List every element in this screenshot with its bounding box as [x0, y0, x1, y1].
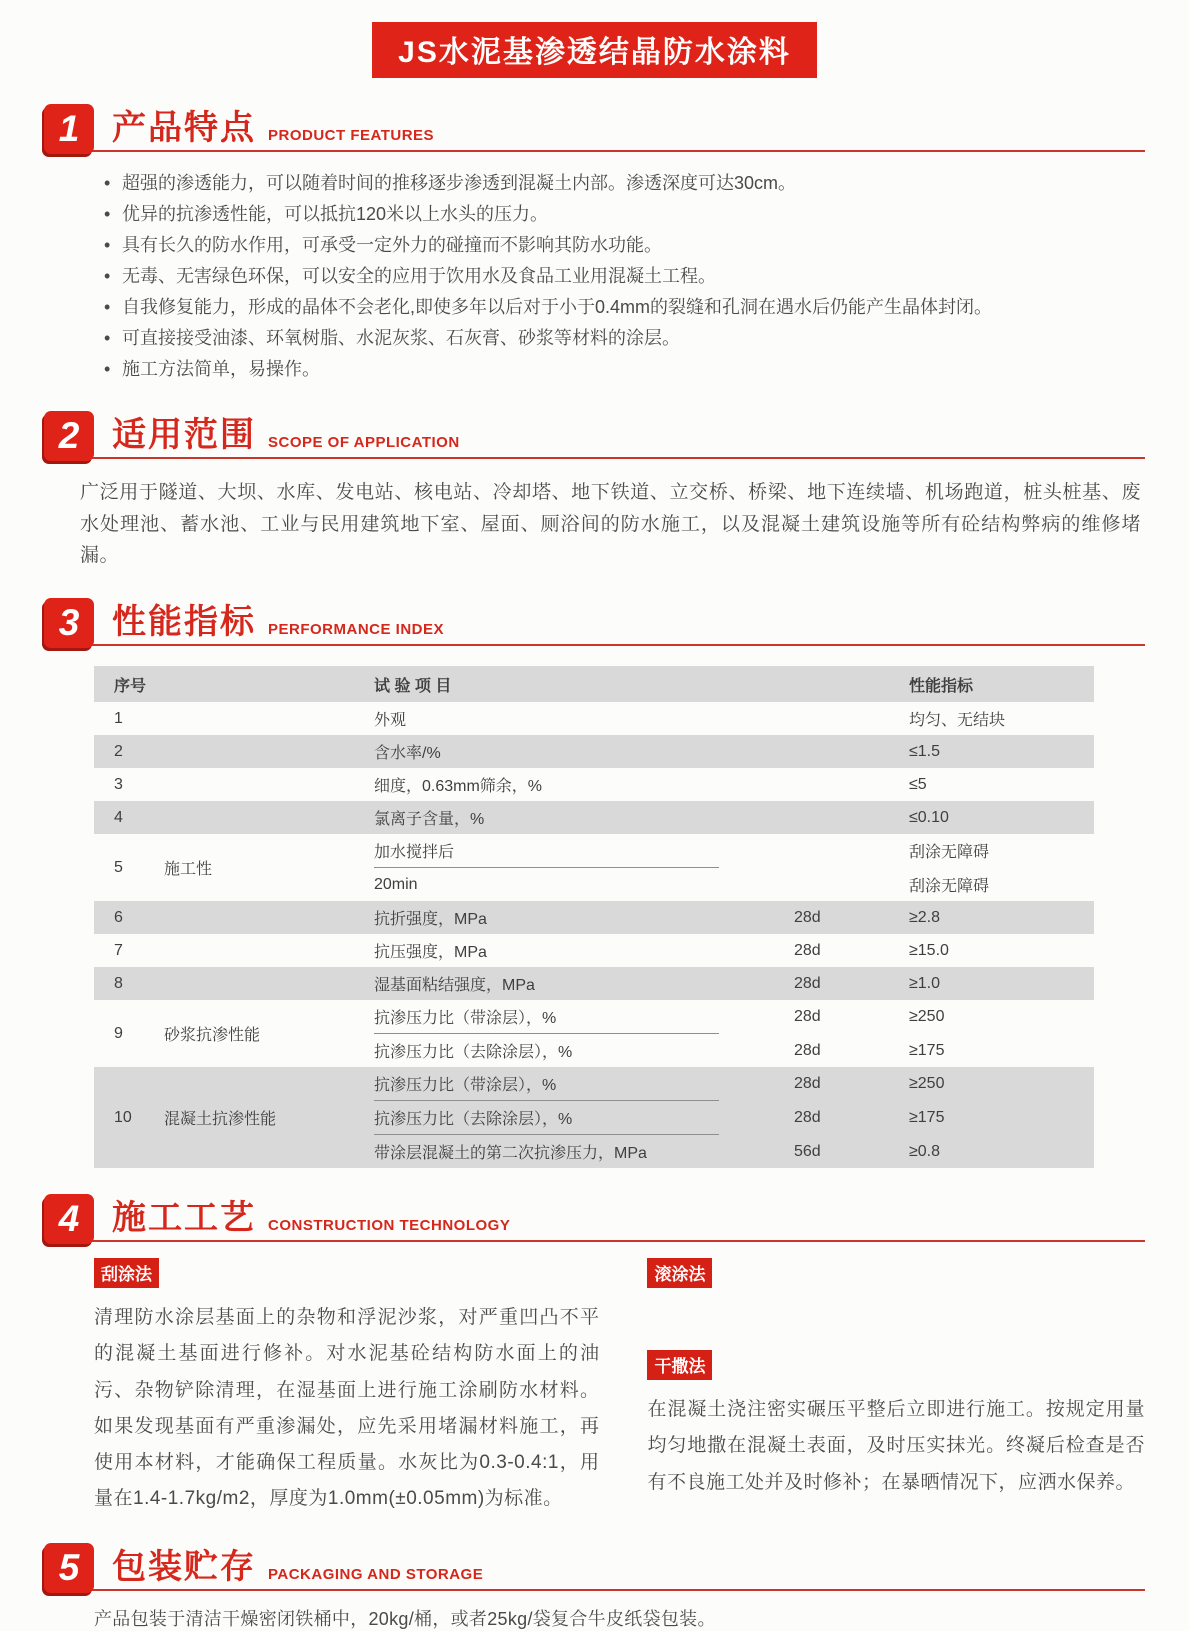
table-subrow	[374, 834, 1094, 867]
cell-item: 湿基面粘结强度，MPa	[374, 977, 535, 995]
section-number-2: 2	[44, 411, 94, 461]
feature-item: • 无毒、无害绿色环保，可以安全的应用于饮用水及食品工业用混凝土工程。	[104, 261, 1145, 292]
subrow-stack	[374, 1000, 1094, 1067]
table-subrow	[374, 1034, 1094, 1067]
subrow-stack	[374, 834, 1094, 901]
cell-value: ≥250	[909, 1007, 945, 1025]
cell-age: 56d	[794, 1142, 821, 1160]
cell-no: 6	[114, 908, 123, 926]
cell-item: 抗压强度，MPa	[374, 944, 487, 962]
section-title-cn: 适用范围	[112, 415, 256, 454]
packaging-text: 产品包装于清洁干燥密闭铁桶中，20kg/桶，或者25kg/袋复合牛皮纸袋包装。	[94, 1608, 716, 1629]
section-number-1: 1	[44, 104, 94, 154]
section-title-cn: 施工工艺	[112, 1199, 256, 1238]
table-row	[94, 702, 1094, 735]
page-title: JS水泥基渗透结晶防水涂料	[372, 22, 817, 78]
table-subrow	[374, 1101, 1094, 1134]
table-row	[94, 801, 1094, 834]
method-badge-scrape: 刮涂法	[94, 1258, 159, 1288]
section-title-en: SCOPE OF APPLICATION	[268, 433, 460, 451]
feature-item: • 施工方法简单，易操作。	[104, 354, 1145, 385]
cell-no: 8	[114, 974, 123, 992]
cell-value: 刮涂无障碍	[909, 878, 990, 896]
method-text-dry: 在混凝土浇注密实碾压平整后立即进行施工。按规定用量均匀地撒在混凝土表面，及时压实抹光。终凝后检查是否有不良施工处并及时修补；在暴晒情况下，应洒水保养。	[647, 1399, 1145, 1493]
table-row	[94, 768, 1094, 801]
cell-value: ≥175	[909, 1041, 945, 1059]
cell-age: 28d	[794, 1074, 821, 1092]
method-text-scrape: 清理防水涂层基面上的杂物和浮泥沙浆，对严重凹凸不平的混凝土基面进行修补。对水泥基砼结构防水面上的油污、杂物铲除清理，在湿基面上进行施工涂刷防水材料。如果发现基面有严重渗漏处，应先采用堵漏材料施工，再使用本材料，才能确保工程质量。水灰比为0.3-0.4:1，用量在1.4-1.7kg/m2，厚度为1.0mm(±0.05mm)为标准。	[94, 1307, 600, 1509]
cell-item: 加水搅拌后	[374, 844, 455, 862]
cell-age: 28d	[794, 908, 821, 926]
method-badge-roll: 滚涂法	[647, 1258, 712, 1288]
table-subrow	[374, 1000, 1094, 1033]
table-row-group	[94, 1067, 1094, 1168]
cell-item: 氯离子含量，%	[374, 811, 485, 829]
feature-item: • 可直接接受油漆、环氧树脂、水泥灰浆、石灰膏、砂浆等材料的涂层。	[104, 323, 1145, 354]
cell-value: 均匀、无结块	[909, 712, 1006, 730]
subrow-stack	[374, 1067, 1094, 1168]
cell-age: 28d	[794, 1007, 821, 1025]
cell-item: 细度，0.63mm筛余，%	[374, 778, 543, 796]
cell-no: 5	[114, 858, 123, 876]
section-title-en: PACKAGING AND STORAGE	[268, 1565, 484, 1583]
cell-item: 抗折强度，MPa	[374, 911, 487, 929]
method-scrape	[94, 1258, 599, 1517]
cell-value: ≥2.8	[909, 908, 941, 926]
cell-age: 28d	[794, 974, 821, 992]
section-header-performance	[44, 598, 1145, 646]
cell-item: 含水率/%	[374, 745, 441, 763]
cell-no: 2	[114, 742, 123, 760]
header-no: 序号	[114, 677, 147, 695]
method-badge-dry: 干撒法	[647, 1350, 712, 1380]
table-row	[94, 934, 1094, 967]
cell-age: 28d	[794, 1108, 821, 1126]
section-number-5: 5	[44, 1543, 94, 1593]
cell-item: 20min	[374, 875, 418, 893]
cell-value: ≥175	[909, 1108, 945, 1126]
cell-item: 抗渗压力比（去除涂层），%	[374, 1111, 573, 1129]
cell-item: 抗渗压力比（去除涂层），%	[374, 1044, 573, 1062]
section-title-cn: 性能指标	[112, 603, 256, 642]
cell-item: 外观	[374, 712, 407, 730]
table-row-group	[94, 834, 1094, 901]
section-number-3: 3	[44, 598, 94, 648]
section-header-construction	[44, 1194, 1145, 1242]
cell-age: 28d	[794, 941, 821, 959]
cell-value: ≥1.0	[909, 974, 941, 992]
spacer	[647, 1288, 1145, 1350]
cell-item: 抗渗压力比（带涂层），%	[374, 1077, 557, 1095]
cell-group: 砂浆抗渗性能	[164, 1027, 261, 1045]
cell-value: ≥0.8	[909, 1142, 941, 1160]
cell-no: 1	[114, 709, 123, 727]
scope-paragraph: 广泛用于隧道、大坝、水库、发电站、核电站、冷却塔、地下铁道、立交桥、桥梁、地下连续墙、机场跑道，桩头桩基、废水处理池、蓄水池、工业与民用建筑地下室、屋面、厕浴间的防水施工，以及混凝土建筑设施等所有砼结构弊病的维修堵漏。	[80, 481, 1141, 567]
table-subrow	[374, 868, 1094, 901]
cell-value: 刮涂无障碍	[909, 844, 990, 862]
header-value: 性能指标	[909, 677, 974, 695]
cell-no: 7	[114, 941, 123, 959]
table-row	[94, 967, 1094, 1000]
table-subrow	[374, 1135, 1094, 1168]
cell-no: 3	[114, 775, 123, 793]
section-title-cn: 产品特点	[112, 109, 256, 147]
section-title-en: PRODUCT FEATURES	[268, 127, 435, 144]
feature-list	[104, 168, 1145, 385]
cell-value: ≤5	[909, 775, 927, 793]
cell-value: ≤1.5	[909, 742, 941, 760]
feature-item: • 自我修复能力，形成的晶体不会老化,即使多年以后对于小于0.4mm的裂缝和孔洞在遇水后仍能产生晶体封闭。	[104, 292, 1145, 323]
table-row-group	[94, 1000, 1094, 1067]
cell-item: 抗渗压力比（带涂层），%	[374, 1010, 557, 1028]
cell-no: 4	[114, 808, 123, 826]
section-number-4: 4	[44, 1194, 94, 1244]
header-item: 试 验 项 目	[374, 677, 452, 695]
cell-group: 施工性	[164, 861, 213, 879]
table-subrow	[374, 1067, 1094, 1100]
construction-methods	[94, 1258, 1145, 1517]
table-row	[94, 901, 1094, 934]
section-header-scope	[44, 411, 1145, 459]
feature-item: • 超强的渗透能力，可以随着时间的推移逐步渗透到混凝土内部。渗透深度可达30cm。	[104, 168, 1145, 199]
feature-item: • 具有长久的防水作用，可承受一定外力的碰撞而不影响其防水功能。	[104, 230, 1145, 261]
section-header-features	[44, 104, 1145, 152]
cell-no: 9	[114, 1024, 123, 1042]
section-header-packaging	[44, 1543, 1145, 1591]
section-title-en: PERFORMANCE INDEX	[268, 621, 445, 639]
cell-value: ≥250	[909, 1074, 945, 1092]
feature-item: • 优异的抗渗透性能，可以抵抗120米以上水头的压力。	[104, 199, 1145, 230]
cell-group: 混凝土抗渗性能	[164, 1111, 277, 1129]
performance-table	[94, 666, 1094, 1168]
table-row	[94, 735, 1094, 768]
cell-item: 带涂层混凝土的第二次抗渗压力，MPa	[374, 1145, 647, 1163]
cell-no: 10	[114, 1108, 132, 1126]
section-title-cn: 包装贮存	[112, 1547, 256, 1586]
cell-value: ≥15.0	[909, 941, 949, 959]
cell-age: 28d	[794, 1041, 821, 1059]
cell-value: ≤0.10	[909, 808, 949, 826]
section-title-en: CONSTRUCTION TECHNOLOGY	[268, 1217, 511, 1235]
method-column-right	[647, 1258, 1145, 1517]
table-header-row	[94, 666, 1094, 702]
